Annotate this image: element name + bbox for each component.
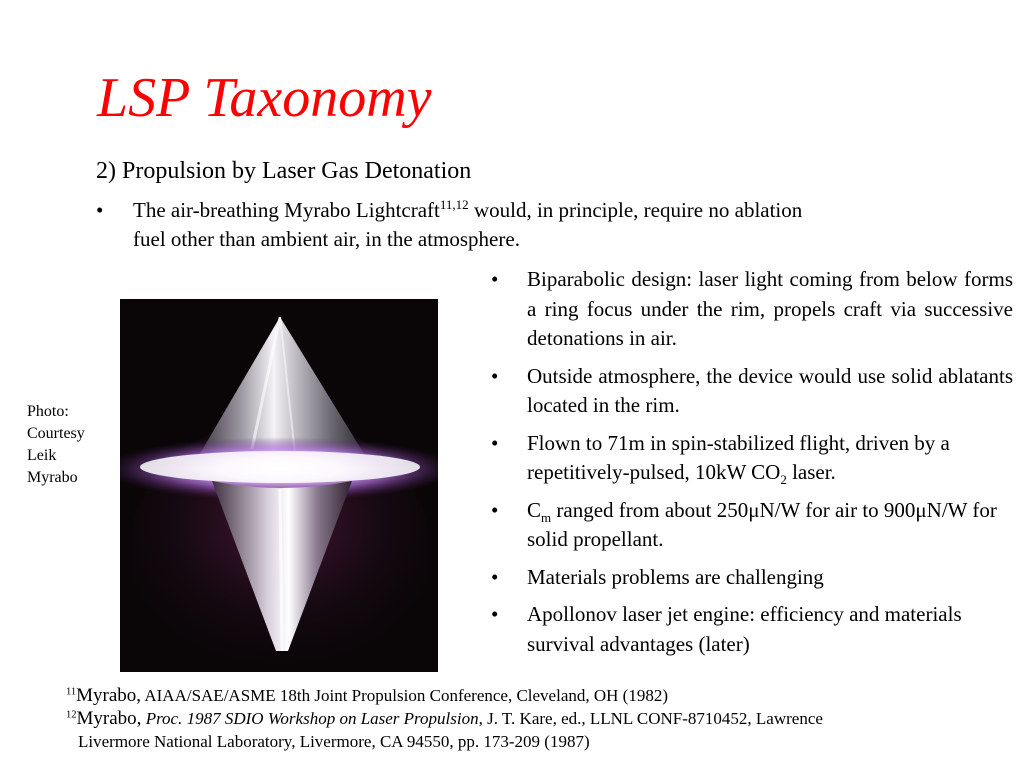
slide-title: LSP Taxonomy bbox=[97, 67, 432, 129]
bullet-marker: • bbox=[491, 602, 499, 626]
credit-line: Courtesy bbox=[27, 425, 85, 442]
credit-line: Photo: bbox=[27, 403, 69, 420]
intro-bullet bbox=[96, 196, 976, 254]
references bbox=[66, 684, 986, 753]
reference-author: Myrabo, bbox=[76, 708, 142, 729]
list-item bbox=[491, 362, 1013, 421]
intro-text-start: The air-breathing Myrabo Lightcraft bbox=[133, 198, 440, 222]
bullet-text: Biparabolic design: laser light coming from below forms a ring focus under the rim, propels craft via successive detonations in air. bbox=[527, 267, 1013, 350]
bullet-text: C bbox=[527, 497, 542, 522]
reference-author: Myrabo, bbox=[76, 685, 142, 706]
intro-citation: 11,12 bbox=[439, 197, 469, 212]
reference-11 bbox=[66, 684, 986, 707]
detail-bullet-list bbox=[491, 265, 1013, 667]
bullet-marker: • bbox=[491, 497, 499, 522]
lightcraft-image bbox=[120, 299, 438, 672]
bullet-marker: • bbox=[491, 267, 499, 291]
bullet-text: Outside atmosphere, the device would use solid ablatants located in the rim. bbox=[527, 363, 1013, 417]
list-item bbox=[491, 429, 1013, 488]
bullet-text: Apollonov laser jet engine: efficiency and materials survival advantages (later) bbox=[527, 602, 962, 656]
lightcraft-photo bbox=[120, 299, 438, 672]
list-item bbox=[491, 600, 1013, 659]
bullet-text-end: laser. bbox=[786, 460, 836, 484]
bullet-text: Flown to 71m in spin-stabilized flight, driven by a repetitively-pulsed, 10kW CO bbox=[527, 430, 950, 484]
list-item bbox=[491, 563, 1013, 593]
bullet-text-end: ranged from about 250μN/W for air to 900μN/W for solid propellant. bbox=[527, 497, 997, 551]
intro-text-end: would, in principle, require no ablation bbox=[468, 198, 803, 222]
list-item bbox=[491, 496, 1013, 555]
reference-12-line2: Livermore National Laboratory, Livermore, CA 94550, pp. 173-209 (1987) bbox=[78, 732, 590, 751]
bullet-marker: • bbox=[491, 564, 499, 589]
credit-line: Leik bbox=[27, 447, 57, 464]
photo-credit bbox=[27, 401, 85, 489]
reference-12 bbox=[66, 707, 986, 730]
bullet-text: Materials problems are challenging bbox=[527, 564, 824, 589]
reference-text: , J. T. Kare, ed., LLNL CONF-8710452, Lawrence bbox=[478, 709, 823, 728]
reference-text: AIAA/SAE/ASME 18th Joint Propulsion Conference, Cleveland, OH (1982) bbox=[141, 686, 668, 705]
subscript: m bbox=[541, 509, 552, 525]
reference-number: 12 bbox=[66, 709, 77, 721]
reference-title: Proc. 1987 SDIO Workshop on Laser Propulsion bbox=[145, 709, 479, 728]
reference-number: 11 bbox=[66, 686, 77, 698]
intro-text-line2: fuel other than ambient air, in the atmosphere. bbox=[133, 227, 520, 251]
slide-subtitle: 2) Propulsion by Laser Gas Detonation bbox=[96, 158, 472, 184]
intro-text bbox=[133, 196, 976, 254]
bullet-marker: • bbox=[491, 430, 499, 455]
bullet-marker: • bbox=[96, 198, 104, 222]
credit-line: Myrabo bbox=[27, 469, 78, 486]
bullet-marker: • bbox=[491, 363, 499, 388]
subscript: 2 bbox=[780, 472, 787, 488]
list-item bbox=[491, 265, 1013, 354]
